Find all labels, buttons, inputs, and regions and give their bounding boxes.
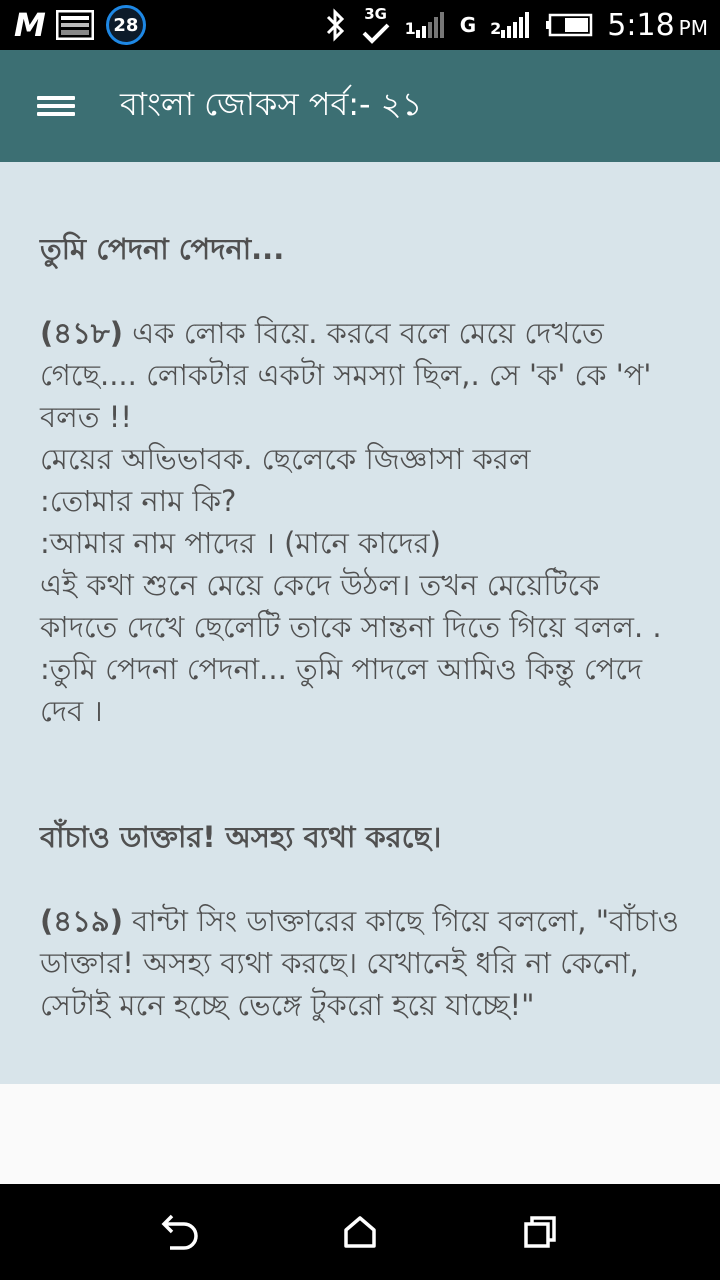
clock	[607, 8, 708, 43]
notification-count-badge: 28	[106, 5, 146, 45]
menu-button[interactable]	[0, 50, 112, 162]
joke-text: এক লোক বিয়ে. করবে বলে মেয়ে দেখতে গেছে.... লোকটার একটা সমস্যা ছিল,. সে 'ক' কে 'প' বলত !!	[40, 316, 652, 434]
joke-body	[40, 312, 680, 732]
joke-number: (৪১৯)	[40, 904, 123, 938]
sim2-label: 2	[490, 19, 502, 38]
joke-body	[40, 900, 680, 1026]
joke-line: :আমার নাম পাদের । (মানে কাদের)	[40, 526, 441, 560]
bluetooth-icon	[325, 8, 347, 42]
back-button[interactable]	[140, 1192, 220, 1272]
sim1-label: 1	[404, 19, 416, 38]
joke-item	[40, 816, 680, 1026]
status-bar	[0, 0, 720, 50]
joke-content-scroll[interactable]	[0, 162, 720, 1084]
joke-line: মেয়ের অভিভাবক. ছেলেকে জিজ্ঞাসা করল	[40, 442, 531, 476]
navigation-bar	[0, 1184, 720, 1280]
home-button[interactable]	[320, 1192, 400, 1272]
joke-line	[40, 312, 680, 438]
hamburger-icon	[37, 92, 75, 120]
joke-title: তুমি পেদনা পেদনা...	[40, 232, 285, 266]
gallery-icon	[56, 10, 94, 40]
joke-text: বান্টা সিং ডাক্তারের কাছে গিয়ে বললো, "বাঁচাও ডাক্তার! অসহ্য ব্যথা করছে। যেখানেই ধরি না কেনো, সেটাই মনে হচ্ছে ভেঙ্গে টুকরো হয়ে যাচ্ছে!"	[40, 904, 679, 1022]
signal-sim2-icon	[490, 12, 531, 38]
clock-time: 5:18	[607, 7, 675, 43]
app-bar	[0, 50, 720, 162]
recents-button[interactable]	[500, 1192, 580, 1272]
recents-icon	[523, 1215, 557, 1249]
battery-icon	[545, 13, 593, 37]
joke-number: (৪১৮)	[40, 316, 123, 350]
back-icon	[160, 1214, 200, 1250]
network-g-label: G	[459, 13, 477, 37]
joke-line: এই কথা শুনে মেয়ে কেদে উঠল। তখন মেয়েটিকে কাদতে দেখে ছেলেটি তাকে সান্তনা দিতে গিয়ে বলল. . :তুমি পেদনা পেদনা... তুমি পাদলে আমিও কিন্তু পেদে দেব ।	[40, 568, 662, 728]
bottom-panel	[0, 1084, 720, 1184]
page-title: বাংলা জোকস পর্ব:- ২১	[120, 85, 423, 123]
joke-item	[40, 228, 680, 732]
signal-sim1-icon	[405, 12, 446, 38]
joke-title: বাঁচাও ডাক্তার! অসহ্য ব্যথা করছে।	[40, 820, 442, 854]
network-3g-label: 3G	[364, 5, 387, 23]
joke-line	[40, 900, 680, 1026]
3g-data-icon	[361, 6, 391, 44]
home-icon	[343, 1215, 377, 1249]
m-logo-icon: M	[14, 6, 44, 44]
clock-ampm: PM	[678, 15, 708, 40]
joke-line: :তোমার নাম কি?	[40, 484, 237, 518]
